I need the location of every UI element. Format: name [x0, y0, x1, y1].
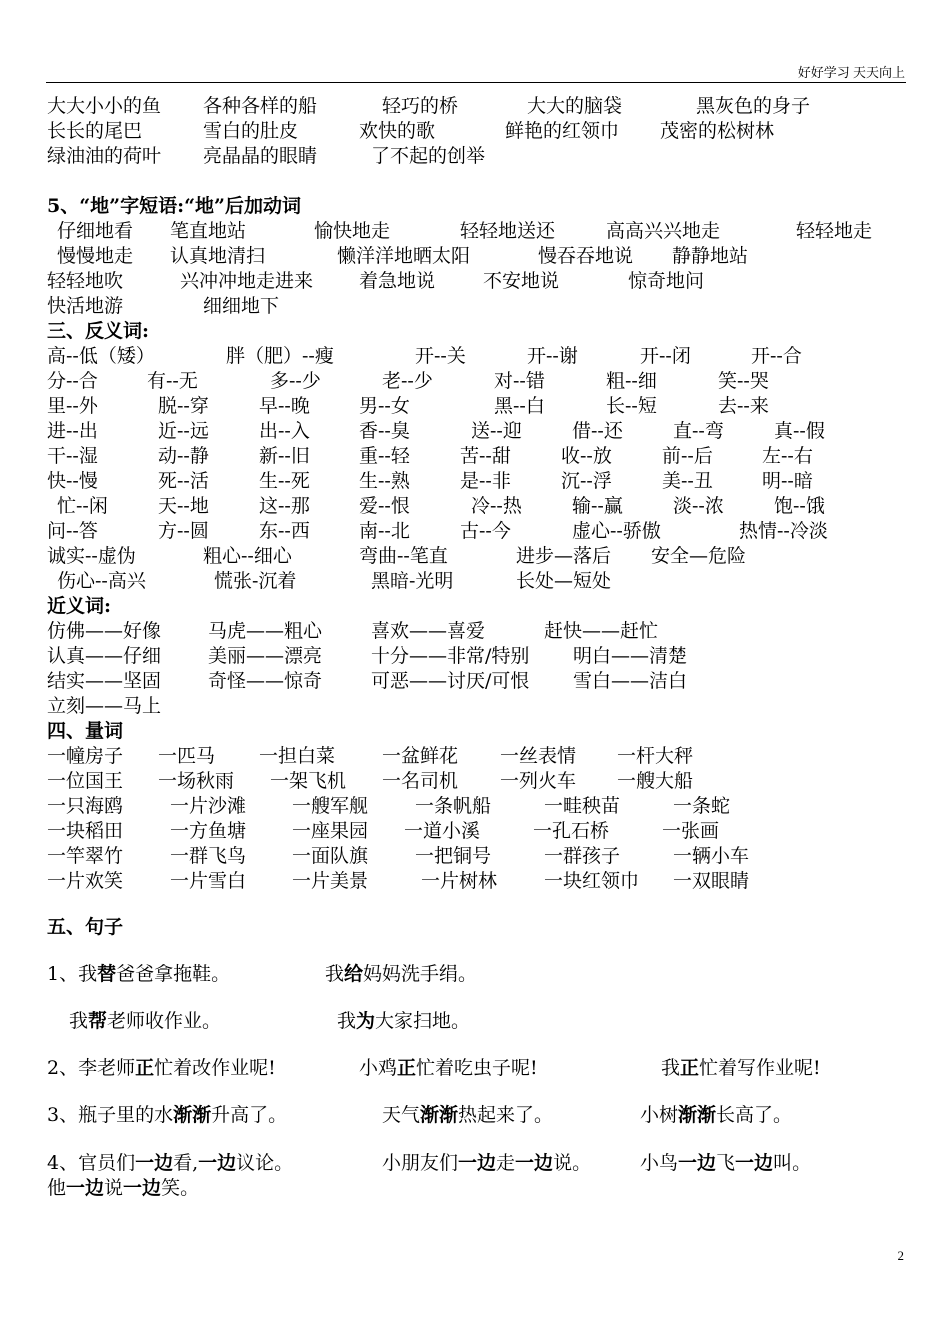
antonym-pair: 对--错 — [494, 370, 545, 392]
antonym-pair: 出--入 — [259, 420, 310, 442]
antonym-pair: 动--静 — [158, 445, 209, 467]
antonym-pair: 笑--哭 — [718, 370, 769, 392]
measure-phrase: 一把铜号 — [415, 845, 492, 867]
measure-phrase: 一匹马 — [158, 745, 216, 767]
synonym-pair: 马虎——粗心 — [208, 620, 323, 642]
phrase: 仔细地看 — [57, 220, 134, 242]
antonym-pair: 左--右 — [762, 445, 813, 467]
sentence: 3、瓶子里的水渐渐升高了。 — [47, 1104, 288, 1126]
antonym-pair: 慌张-沉着 — [214, 570, 297, 592]
antonym-pair: 男--女 — [359, 395, 410, 417]
synonym-pair: 美丽——漂亮 — [208, 645, 323, 667]
antonym-pair: 冷--热 — [471, 495, 522, 517]
measure-phrase: 一双眼睛 — [673, 870, 750, 892]
phrase: 亮晶晶的眼睛 — [203, 145, 318, 167]
measure-phrase: 一片沙滩 — [170, 795, 247, 817]
antonym-pair: 安全—危险 — [651, 545, 747, 567]
sentence: 天气渐渐热起来了。 — [382, 1104, 554, 1126]
measure-phrase: 一辆小车 — [673, 845, 750, 867]
phrase: 黑灰色的身子 — [696, 95, 811, 117]
phrase: 茂密的松树林 — [660, 120, 775, 142]
antonym-pair: 新--旧 — [259, 445, 310, 467]
measure-phrase: 一群飞鸟 — [170, 845, 247, 867]
phrase: 高高兴兴地走 — [606, 220, 721, 242]
synonym-pair: 奇怪——惊奇 — [208, 670, 323, 692]
phrase: 雪白的肚皮 — [203, 120, 299, 142]
antonym-pair: 输--赢 — [572, 495, 623, 517]
measure-phrase: 一片欢笑 — [47, 870, 124, 892]
measure-phrase: 一列火车 — [500, 770, 577, 792]
measure-phrase: 一片美景 — [292, 870, 369, 892]
synonym-pair: 喜欢——喜爱 — [371, 620, 486, 642]
measure-phrase: 一方鱼塘 — [170, 820, 247, 842]
synonym-pair: 结实——坚固 — [47, 670, 162, 692]
antonym-pair: 诚实--虚伪 — [47, 545, 136, 567]
phrase: 各种各样的船 — [203, 95, 318, 117]
synonym-pair: 赶快——赶忙 — [544, 620, 659, 642]
synonym-pair: 明白——清楚 — [573, 645, 688, 667]
synonym-pair: 立刻——马上 — [47, 695, 162, 717]
antonym-pair: 送--迎 — [471, 420, 522, 442]
antonym-pair: 高--低（矮） — [47, 345, 155, 367]
synonym-pair: 雪白——洁白 — [573, 670, 688, 692]
antonym-pair: 有--无 — [147, 370, 198, 392]
antonym-pair: 老--少 — [382, 370, 433, 392]
phrase: 笔直地站 — [170, 220, 247, 242]
antonym-pair: 方--圆 — [158, 520, 209, 542]
antonym-pair: 沉--浮 — [561, 470, 612, 492]
antonym-pair: 干--湿 — [47, 445, 98, 467]
measure-phrase: 一艘军舰 — [292, 795, 369, 817]
measure-phrase: 一条帆船 — [415, 795, 492, 817]
antonym-pair: 去--来 — [718, 395, 769, 417]
measure-phrase: 一只海鸥 — [47, 795, 124, 817]
sentence: 我给妈妈洗手绢。 — [325, 963, 478, 985]
phrase: 惊奇地问 — [628, 270, 705, 292]
measure-phrase: 一张画 — [662, 820, 720, 842]
measure-phrase: 一盆鲜花 — [382, 745, 459, 767]
antonym-pair: 淡--浓 — [673, 495, 724, 517]
measure-phrase: 一场秋雨 — [158, 770, 235, 792]
antonym-heading: 三、反义词: — [47, 320, 150, 342]
antonym-pair: 开--合 — [751, 345, 802, 367]
measure-phrase: 一块稻田 — [47, 820, 124, 842]
antonym-pair: 忙--闲 — [57, 495, 108, 517]
phrase: 欢快的歌 — [359, 120, 436, 142]
antonym-pair: 多--少 — [270, 370, 321, 392]
measure-phrase: 一片树林 — [421, 870, 498, 892]
synonym-pair: 仿佛——好像 — [47, 620, 162, 642]
sentence: 我帮老师收作业。 — [69, 1010, 222, 1032]
measure-phrase: 一畦秧苗 — [544, 795, 621, 817]
phrase: 轻巧的桥 — [382, 95, 459, 117]
antonym-pair: 真--假 — [774, 420, 825, 442]
measure-phrase: 一片雪白 — [170, 870, 247, 892]
phrase: 大大的脑袋 — [527, 95, 623, 117]
antonym-pair: 里--外 — [47, 395, 98, 417]
sentence: 小鸡正忙着吃虫子呢! — [359, 1057, 538, 1079]
phrase: 愉快地走 — [314, 220, 391, 242]
antonym-pair: 粗--细 — [606, 370, 657, 392]
phrase: 慢吞吞地说 — [538, 245, 634, 267]
antonym-pair: 重--轻 — [359, 445, 410, 467]
phrase: 大大小小的鱼 — [47, 95, 162, 117]
measure-phrase: 一道小溪 — [404, 820, 481, 842]
antonym-pair: 苦--甜 — [460, 445, 511, 467]
phrase: 绿油油的荷叶 — [47, 145, 162, 167]
measure-phrase: 一艘大船 — [617, 770, 694, 792]
phrase: 快活地游 — [47, 295, 124, 317]
measure-phrase: 一孔石桥 — [533, 820, 610, 842]
antonym-pair: 古--今 — [460, 520, 511, 542]
measure-phrase: 一杆大秤 — [617, 745, 694, 767]
phrase: 了不起的创举 — [371, 145, 486, 167]
phrase: 静静地站 — [672, 245, 749, 267]
phrase: 不安地说 — [483, 270, 560, 292]
sentence: 我为大家扫地。 — [337, 1010, 471, 1032]
sentence: 1、我替爸爸拿拖鞋。 — [47, 963, 231, 985]
header-rule — [46, 82, 906, 83]
synonym-pair: 十分——非常/特别 — [371, 645, 530, 667]
measure-phrase: 一面队旗 — [292, 845, 369, 867]
sentence: 小鸟一边飞一边叫。 — [640, 1152, 812, 1174]
measure-phrase: 一担白菜 — [259, 745, 336, 767]
measure-phrase: 一丝表情 — [500, 745, 577, 767]
measure-phrase: 一名司机 — [382, 770, 459, 792]
antonym-pair: 热情--冷淡 — [739, 520, 828, 542]
phrase: 懒洋洋地晒太阳 — [337, 245, 471, 267]
antonym-pair: 长处—短处 — [516, 570, 612, 592]
antonym-pair: 借--还 — [572, 420, 623, 442]
antonym-pair: 东--西 — [259, 520, 310, 542]
antonym-pair: 直--弯 — [673, 420, 724, 442]
antonym-pair: 黑--白 — [494, 395, 545, 417]
measure-phrase: 一座果园 — [292, 820, 369, 842]
antonym-pair: 弯曲--笔直 — [359, 545, 448, 567]
antonym-pair: 脱--穿 — [158, 395, 209, 417]
measure-heading: 四、量词 — [47, 720, 124, 742]
antonym-pair: 胖（肥）--瘦 — [226, 345, 334, 367]
antonym-pair: 伤心--高兴 — [57, 570, 146, 592]
measure-phrase: 一架飞机 — [270, 770, 347, 792]
antonym-pair: 天--地 — [158, 495, 209, 517]
phrase: 着急地说 — [359, 270, 436, 292]
sentence: 我正忙着写作业呢! — [661, 1057, 821, 1079]
measure-phrase: 一位国王 — [47, 770, 124, 792]
antonym-pair: 问--答 — [47, 520, 98, 542]
antonym-pair: 进步—落后 — [516, 545, 612, 567]
sentence: 他一边说一边笑。 — [47, 1177, 200, 1199]
phrase: 认真地清扫 — [170, 245, 266, 267]
phrase: 轻轻地吹 — [47, 270, 124, 292]
antonym-pair: 前--后 — [662, 445, 713, 467]
de-phrase-heading: 5、“地”字短语:“地”后加动词 — [47, 195, 301, 217]
phrase: 轻轻地走 — [796, 220, 873, 242]
antonym-pair: 虚心--骄傲 — [572, 520, 661, 542]
antonym-pair: 长--短 — [606, 395, 657, 417]
synonym-heading: 近义词: — [47, 595, 112, 617]
phrase: 鲜艳的红领巾 — [505, 120, 620, 142]
phrase: 慢慢地走 — [57, 245, 134, 267]
measure-phrase: 一竿翠竹 — [47, 845, 124, 867]
antonym-pair: 是--非 — [460, 470, 511, 492]
antonym-pair: 明--暗 — [762, 470, 813, 492]
sentence: 2、李老师正忙着改作业呢! — [47, 1057, 276, 1079]
page-number: 2 — [897, 1248, 904, 1263]
antonym-pair: 开--关 — [415, 345, 466, 367]
antonym-pair: 爱--恨 — [359, 495, 410, 517]
antonym-pair: 黑暗-光明 — [371, 570, 454, 592]
antonym-pair: 生--熟 — [359, 470, 410, 492]
antonym-pair: 早--晚 — [259, 395, 310, 417]
sentence: 小朋友们一边走一边说。 — [382, 1152, 592, 1174]
antonym-pair: 快--慢 — [47, 470, 98, 492]
page-header: 好好学习 天天向上 — [797, 65, 905, 80]
phrase: 轻轻地送还 — [460, 220, 556, 242]
measure-phrase: 一块红领巾 — [544, 870, 640, 892]
phrase: 细细地下 — [203, 295, 280, 317]
sentence: 小树渐渐长高了。 — [640, 1104, 793, 1126]
phrase: 长长的尾巴 — [47, 120, 143, 142]
antonym-pair: 美--丑 — [662, 470, 713, 492]
sentence-heading: 五、句子 — [47, 916, 124, 938]
antonym-pair: 开--闭 — [640, 345, 691, 367]
antonym-pair: 分--合 — [47, 370, 98, 392]
antonym-pair: 死--活 — [158, 470, 209, 492]
antonym-pair: 饱--饿 — [774, 495, 825, 517]
synonym-pair: 可恶——讨厌/可恨 — [371, 670, 530, 692]
antonym-pair: 生--死 — [259, 470, 310, 492]
antonym-pair: 进--出 — [47, 420, 98, 442]
antonym-pair: 南--北 — [359, 520, 410, 542]
antonym-pair: 收--放 — [561, 445, 612, 467]
measure-phrase: 一群孩子 — [544, 845, 621, 867]
measure-phrase: 一幢房子 — [47, 745, 124, 767]
sentence: 4、官员们一边看,一边议论。 — [47, 1152, 294, 1174]
measure-phrase: 一条蛇 — [673, 795, 731, 817]
synonym-pair: 认真——仔细 — [47, 645, 162, 667]
antonym-pair: 这--那 — [259, 495, 310, 517]
antonym-pair: 近--远 — [158, 420, 209, 442]
antonym-pair: 香--臭 — [359, 420, 410, 442]
phrase: 兴冲冲地走进来 — [180, 270, 314, 292]
antonym-pair: 粗心--细心 — [203, 545, 292, 567]
antonym-pair: 开--谢 — [527, 345, 578, 367]
